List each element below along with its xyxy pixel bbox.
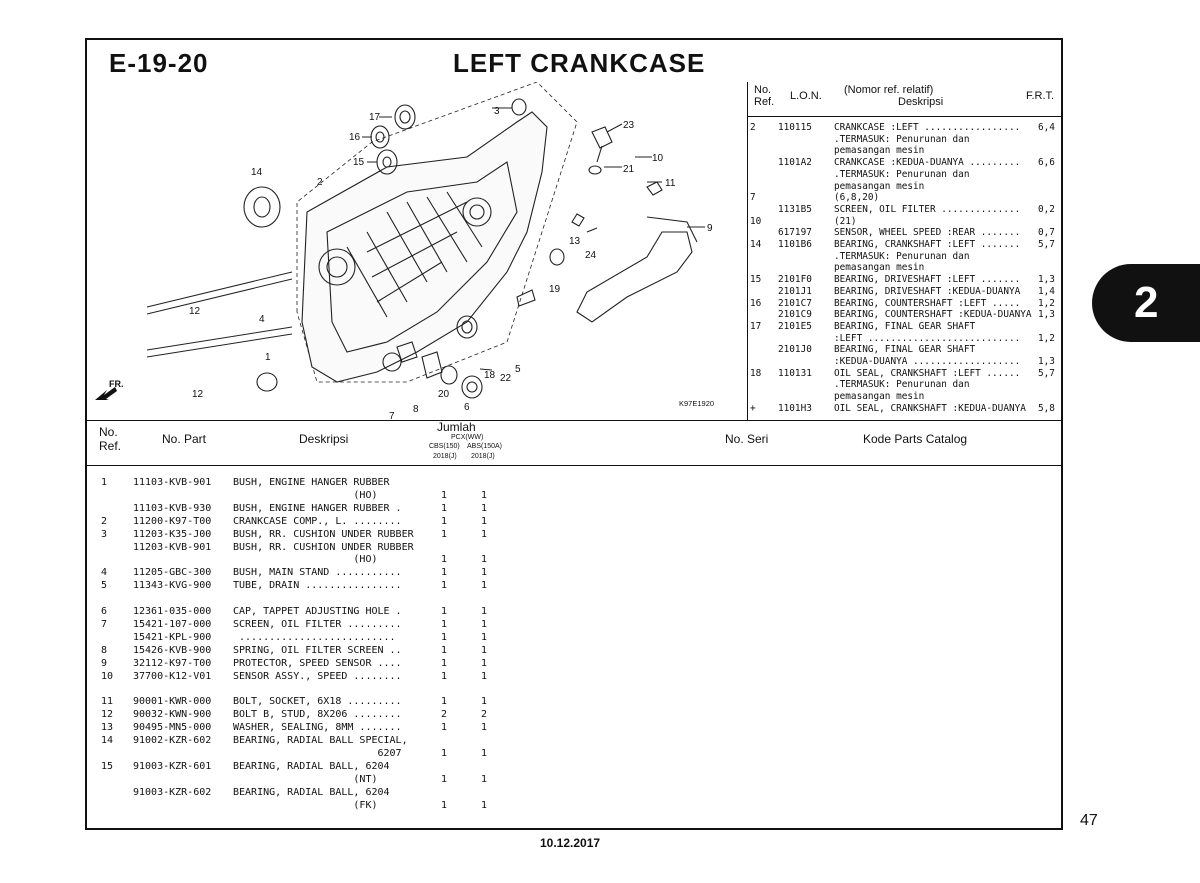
lon-row (748, 391, 1062, 402)
callout-6: 6 (464, 402, 470, 413)
lon-frt: 5,7 (1038, 367, 1055, 379)
parts-row (87, 657, 1061, 670)
parts-qty-cbs: 1 (441, 670, 448, 682)
lon-frt: 1,3 (1038, 356, 1055, 367)
parts-ref: 5 (101, 580, 108, 592)
parts-qty-cbs: 1 (441, 618, 448, 630)
parts-desc: BEARING, RADIAL BALL, 6204 (233, 760, 390, 772)
callout-8: 8 (413, 404, 419, 415)
labor-operation-table (747, 82, 1062, 420)
parts-desc: WASHER, SEALING, 8MM ....... (233, 722, 402, 734)
lon-row (748, 227, 1062, 238)
lon-code-header: L.O.N. (790, 90, 822, 102)
lon-row (748, 309, 1062, 320)
parts-desc: BUSH, RR. CUSHION UNDER RUBBER (233, 528, 414, 540)
parts-desc-header: Deskripsi (299, 432, 349, 446)
parts-row (87, 515, 1061, 528)
lon-frt: 6,6 (1038, 157, 1055, 169)
parts-number: 15421-KPL-900 (133, 631, 212, 643)
lon-frt: 1,3 (1038, 274, 1055, 286)
lon-row (748, 181, 1062, 192)
lon-row (748, 251, 1062, 262)
parts-number: 11103-KVB-901 (133, 477, 212, 488)
parts-row (87, 502, 1061, 515)
parts-number: 32112-K97-T00 (133, 657, 212, 669)
parts-qty-cbs: 1 (441, 554, 448, 566)
lon-desc: BEARING, FINAL GEAR SHAFT (834, 344, 976, 356)
parts-ref: 3 (101, 528, 108, 540)
lon-desc: SENSOR, WHEEL SPEED :REAR ....... (834, 227, 1021, 239)
lon-desc: .TERMASUK: Penurunan dan (834, 250, 970, 262)
lon-row (748, 169, 1062, 180)
callout-12-top: 12 (189, 306, 201, 317)
lon-desc: BEARING, DRIVESHAFT :LEFT ....... (834, 274, 1021, 286)
lon-desc: BEARING, DRIVESHAFT :KEDUA-DUANYA (834, 285, 1021, 297)
lon-row (748, 192, 1062, 203)
callout-18: 18 (484, 370, 496, 381)
parts-desc: PROTECTOR, SPEED SENSOR .... (233, 657, 402, 669)
parts-number: 91003-KZR-602 (133, 786, 212, 798)
parts-qty-abs: 1 (481, 696, 488, 708)
callout-21: 21 (623, 164, 635, 175)
parts-desc: CAP, TAPPET ADJUSTING HOLE . (233, 606, 402, 617)
parts-row (87, 553, 1061, 566)
parts-row (87, 489, 1061, 502)
lon-desc: CRANKCASE :LEFT ................. (834, 122, 1021, 133)
lon-row (748, 344, 1062, 355)
lon-desc-top-header: (Nomor ref. relatif) (844, 84, 934, 96)
parts-ref: 7 (101, 618, 108, 630)
lon-desc: CRANKCASE :KEDUA-DUANYA ......... (834, 157, 1021, 169)
parts-part-header: No. Part (162, 432, 207, 446)
callout-15: 15 (353, 157, 365, 168)
parts-ref: 10 (101, 670, 114, 682)
lon-row (748, 134, 1062, 145)
parts-row (87, 799, 1061, 812)
parts-row (87, 773, 1061, 786)
page-number: 47 (1080, 812, 1098, 829)
parts-qty-abs: 1 (481, 567, 488, 579)
lon-frt-header: F.R.T. (1026, 90, 1055, 102)
lon-code: 1131B5 (778, 203, 812, 215)
parts-ref: 12 (101, 709, 114, 721)
parts-qty-cbs: 1 (441, 747, 448, 759)
parts-qty-cbs: 1 (441, 502, 448, 514)
callout-14: 14 (251, 167, 263, 178)
parts-row (87, 644, 1061, 657)
lon-ref: + (750, 402, 756, 414)
parts-number: 11203-K35-J00 (133, 528, 212, 540)
print-date: 10.12.2017 (540, 836, 601, 850)
parts-no-header: No. (99, 425, 118, 439)
lon-ref: 17 (750, 320, 762, 332)
parts-row (87, 721, 1061, 734)
lon-ref: 18 (750, 367, 762, 379)
lon-code: 110115 (778, 122, 812, 133)
lon-desc: BEARING, FINAL GEAR SHAFT (834, 320, 976, 332)
parts-desc: BOLT, SOCKET, 6X18 ......... (233, 696, 402, 708)
lon-desc: .TERMASUK: Penurunan dan (834, 133, 970, 145)
lon-row (748, 333, 1062, 344)
parts-number: 90001-KWR-000 (133, 696, 212, 708)
lon-no-header: No. (754, 84, 772, 96)
lon-frt: 1,2 (1038, 332, 1055, 344)
lon-code: 2101J1 (778, 285, 812, 297)
parts-number: 37700-K12-V01 (133, 670, 212, 682)
lon-row (748, 204, 1062, 215)
parts-qty-cbs: 1 (441, 515, 448, 527)
lon-code: 617197 (778, 227, 812, 239)
lon-row (748, 321, 1062, 332)
parts-qty-abs: 1 (481, 554, 488, 566)
lon-desc: (6,8,20) (834, 192, 880, 204)
front-label: FR. (109, 379, 124, 389)
page-header (87, 40, 1061, 82)
parts-row (87, 528, 1061, 541)
parts-row (87, 566, 1061, 579)
lon-row (748, 368, 1062, 379)
parts-cbs-header: CBS(150) (429, 443, 460, 450)
parts-ref: 15 (101, 760, 114, 772)
callout-23: 23 (623, 120, 635, 131)
parts-row (87, 670, 1061, 683)
parts-cbs-year: 2018(J) (433, 453, 457, 460)
parts-qty-abs: 1 (481, 502, 488, 514)
callout-3: 3 (494, 106, 500, 117)
parts-number: 91002-KZR-602 (133, 735, 212, 746)
parts-number: 11203-KVB-901 (133, 541, 212, 553)
lon-row (748, 298, 1062, 309)
parts-qty-abs: 1 (481, 670, 488, 682)
callout-10: 10 (652, 153, 664, 164)
callout-24: 24 (585, 250, 597, 261)
parts-row (87, 734, 1061, 747)
parts-qty-cbs: 1 (441, 644, 448, 656)
lon-ref: 15 (750, 274, 762, 286)
lon-frt: 0,2 (1038, 203, 1055, 215)
lon-row (748, 122, 1062, 133)
parts-desc: 6207 (233, 747, 402, 759)
parts-ref: 9 (101, 657, 108, 669)
parts-serial-header: No. Seri (725, 432, 769, 446)
parts-qty-abs: 2 (481, 709, 488, 721)
parts-row (87, 541, 1061, 554)
lon-table-header (748, 82, 1062, 117)
lon-desc: .TERMASUK: Penurunan dan (834, 168, 970, 180)
lon-frt: 1,4 (1038, 285, 1055, 297)
parts-row (87, 760, 1061, 773)
parts-qty-abs: 1 (481, 618, 488, 630)
lon-row (748, 403, 1062, 414)
lon-row (748, 356, 1062, 367)
lon-ref: 7 (750, 192, 756, 204)
parts-qty-abs: 1 (481, 773, 488, 785)
lon-desc: :LEFT ........................... (834, 332, 1021, 344)
lon-ref: 2 (750, 122, 756, 133)
parts-qty-abs: 1 (481, 657, 488, 669)
parts-number: 11205-GBC-300 (133, 567, 212, 579)
lon-ref: 10 (750, 215, 762, 227)
parts-row (87, 786, 1061, 799)
callout-16: 16 (349, 132, 361, 143)
catalog-page-frame (85, 38, 1063, 830)
parts-number: 15421-107-000 (133, 618, 212, 630)
parts-qty-cbs: 1 (441, 722, 448, 734)
crankcase-drawing (87, 82, 747, 420)
lon-code: 2101F0 (778, 274, 812, 286)
exploded-diagram (87, 82, 747, 420)
parts-qty-abs: 1 (481, 722, 488, 734)
lon-frt: 6,4 (1038, 122, 1055, 133)
parts-ref-header: Ref. (99, 439, 122, 453)
lon-row (748, 157, 1062, 168)
parts-row (87, 476, 1061, 489)
lon-ref: 16 (750, 297, 762, 309)
front-arrow-icon (95, 387, 117, 400)
lon-code: 2101C7 (778, 297, 812, 309)
lon-code: 2101J0 (778, 344, 812, 356)
parts-row (87, 631, 1061, 644)
lon-row (748, 145, 1062, 156)
lon-code: 1101B6 (778, 239, 812, 250)
lon-row (748, 274, 1062, 285)
lon-desc: BEARING, CRANKSHAFT :LEFT ....... (834, 239, 1021, 250)
parts-desc: (HO) (233, 554, 378, 566)
lon-code: 1101A2 (778, 157, 812, 169)
parts-qty-cbs: 1 (441, 696, 448, 708)
callout-7: 7 (389, 411, 395, 420)
drawing-code: K97E1920 (679, 399, 715, 408)
parts-ref: 6 (101, 606, 108, 617)
parts-number: 11103-KVB-930 (133, 502, 212, 514)
parts-desc: CRANKCASE COMP., L. ........ (233, 515, 402, 527)
parts-number: 11343-KVG-900 (133, 580, 212, 592)
lon-ref-header: Ref. (754, 96, 775, 108)
lon-desc: pemasangan mesin (834, 262, 925, 274)
parts-qty-cbs: 1 (441, 567, 448, 579)
lon-desc: .TERMASUK: Penurunan dan (834, 379, 970, 391)
parts-qty-cbs: 2 (441, 709, 448, 721)
parts-desc: (NT) (233, 773, 378, 785)
lon-frt: 0,7 (1038, 227, 1055, 239)
lon-frt: 5,7 (1038, 239, 1055, 250)
callout-9: 9 (707, 223, 713, 234)
lon-row (748, 216, 1062, 227)
parts-row (87, 695, 1061, 708)
parts-ref: 11 (101, 696, 114, 708)
lon-desc: pemasangan mesin (834, 391, 925, 403)
parts-qty-abs: 1 (481, 528, 488, 540)
parts-row (87, 605, 1061, 618)
parts-catalog-header: Kode Parts Catalog (863, 432, 968, 446)
lon-row (748, 262, 1062, 273)
parts-desc: SENSOR ASSY., SPEED ........ (233, 670, 402, 682)
parts-qty-abs: 1 (481, 489, 488, 501)
parts-row (87, 579, 1061, 592)
parts-desc: BEARING, RADIAL BALL SPECIAL, (233, 735, 408, 746)
parts-ref: 13 (101, 722, 114, 734)
lon-desc: :KEDUA-DUANYA ................... (834, 356, 1021, 367)
parts-qty-cbs: 1 (441, 799, 448, 811)
callout-17: 17 (369, 112, 381, 123)
parts-qty-abs: 1 (481, 580, 488, 592)
callout-1: 1 (265, 352, 271, 363)
lon-desc: pemasangan mesin (834, 180, 925, 192)
parts-qty-cbs: 1 (441, 631, 448, 643)
parts-qty-cbs: 1 (441, 489, 448, 501)
parts-desc: TUBE, DRAIN ................ (233, 580, 402, 592)
parts-desc: .......................... (233, 631, 396, 643)
lon-desc: (21) (834, 215, 857, 227)
parts-number: 12361-035-000 (133, 606, 212, 617)
parts-qty-abs: 1 (481, 631, 488, 643)
parts-desc: BUSH, ENGINE HANGER RUBBER (233, 477, 390, 488)
parts-abs-header: ABS(150A) (467, 443, 503, 450)
parts-ref: 1 (101, 477, 108, 488)
parts-qty-cbs: 1 (441, 580, 448, 592)
parts-desc: BUSH, MAIN STAND ........... (233, 567, 402, 579)
parts-qty-cbs: 1 (441, 773, 448, 785)
parts-desc: SCREEN, OIL FILTER ......... (233, 618, 402, 630)
parts-desc: BEARING, RADIAL BALL, 6204 (233, 786, 390, 798)
parts-row (87, 618, 1061, 631)
lon-row (748, 286, 1062, 297)
parts-desc: BUSH, ENGINE HANGER RUBBER . (233, 502, 402, 514)
lon-code: 110131 (778, 367, 812, 379)
lon-row (748, 379, 1062, 390)
parts-qty-abs: 1 (481, 644, 488, 656)
parts-number: 15426-KVB-900 (133, 644, 212, 656)
callout-20: 20 (438, 389, 450, 400)
parts-row (87, 747, 1061, 760)
parts-row (87, 708, 1061, 721)
parts-abs-year: 2018(J) (471, 453, 495, 460)
parts-table-header (87, 420, 1061, 466)
parts-row (87, 682, 1061, 695)
lon-frt: 5,8 (1038, 402, 1055, 414)
parts-qty-abs: 1 (481, 799, 488, 811)
parts-desc: (HO) (233, 489, 378, 501)
parts-qty-cbs: 1 (441, 606, 448, 617)
parts-number: 90032-KWN-900 (133, 709, 212, 721)
lon-desc: BEARING, COUNTERSHAFT :LEFT ..... (834, 297, 1021, 309)
section-code: E-19-20 (109, 48, 209, 78)
parts-qty-cbs: 1 (441, 657, 448, 669)
lon-desc: BEARING, COUNTERSHAFT :KEDUA-DUANYA (834, 309, 1032, 321)
parts-ref: 4 (101, 567, 108, 579)
lon-desc-header: Deskripsi (898, 96, 944, 108)
callout-5: 5 (515, 364, 521, 375)
callout-2: 2 (317, 177, 323, 188)
callout-11: 11 (665, 178, 676, 189)
lon-code: 2101E5 (778, 320, 812, 332)
parts-model-header: PCX(WW) (451, 434, 484, 441)
callout-12-bottom: 12 (192, 389, 204, 400)
lon-desc: SCREEN, OIL FILTER .............. (834, 203, 1021, 215)
parts-desc: BUSH, RR. CUSHION UNDER RUBBER (233, 541, 414, 553)
page-title: LEFT CRANKCASE (453, 48, 706, 78)
section-tab-number: 2 (1134, 278, 1159, 327)
callout-13: 13 (569, 236, 581, 247)
parts-desc: (FK) (233, 799, 378, 811)
parts-ref: 2 (101, 515, 108, 527)
lon-desc: pemasangan mesin (834, 145, 925, 157)
lon-code: 1101H3 (778, 402, 812, 414)
parts-desc: BOLT B, STUD, 8X206 ........ (233, 709, 402, 721)
callout-22: 22 (500, 373, 512, 384)
callout-4: 4 (259, 314, 265, 325)
lon-ref: 14 (750, 239, 762, 250)
parts-qty-abs: 1 (481, 747, 488, 759)
lon-row (748, 239, 1062, 250)
callout-19: 19 (549, 284, 561, 295)
parts-qty-header: Jumlah (437, 420, 476, 434)
parts-qty-abs: 1 (481, 606, 488, 617)
parts-ref: 14 (101, 735, 114, 746)
parts-qty-abs: 1 (481, 515, 488, 527)
lon-desc: OIL SEAL, CRANKSHAFT :LEFT ...... (834, 367, 1021, 379)
parts-row (87, 592, 1061, 605)
parts-desc: SPRING, OIL FILTER SCREEN .. (233, 644, 402, 656)
parts-number: 11200-K97-T00 (133, 515, 212, 527)
lon-desc: OIL SEAL, CRANKSHAFT :KEDUA-DUANYA (834, 402, 1026, 414)
section-tab (1092, 264, 1200, 342)
parts-number: 91003-KZR-601 (133, 760, 212, 772)
lon-frt: 1,3 (1038, 309, 1055, 321)
lon-code: 2101C9 (778, 309, 812, 321)
parts-qty-cbs: 1 (441, 528, 448, 540)
parts-ref: 8 (101, 644, 108, 656)
parts-number: 90495-MN5-000 (133, 722, 212, 734)
lon-frt: 1,2 (1038, 297, 1055, 309)
